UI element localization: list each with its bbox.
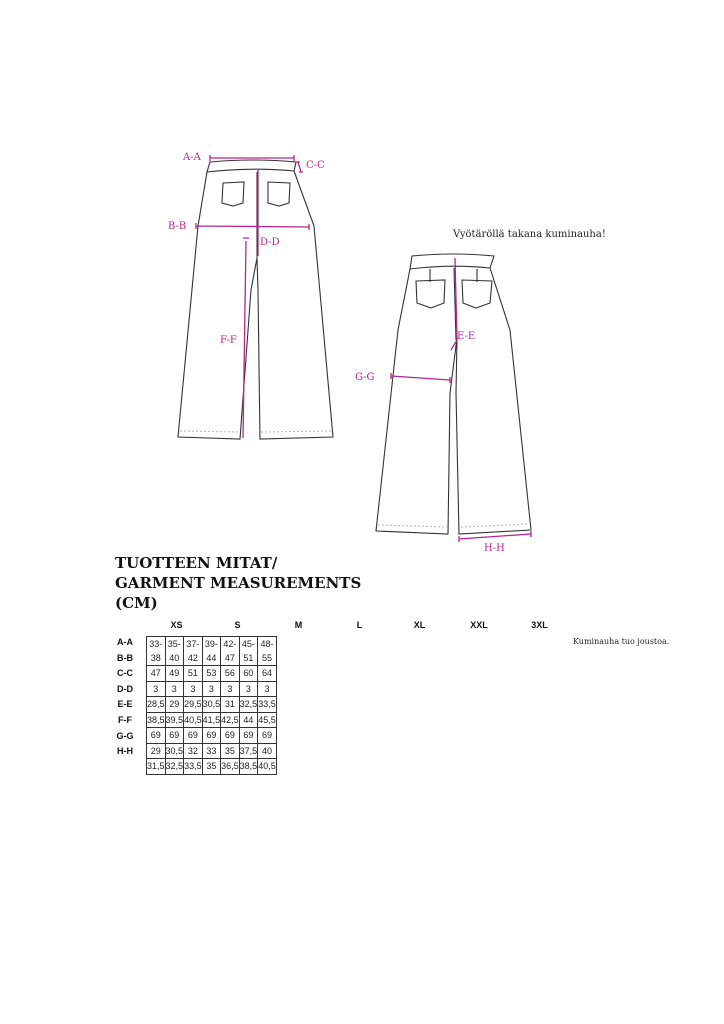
table-cell: 69 [239, 728, 258, 744]
table-cell: 32 [184, 743, 203, 759]
table-cell: 56 [221, 666, 240, 682]
table-cell: 40,5 [184, 712, 203, 728]
table-cell: 29 [147, 743, 166, 759]
table-cell: 3 [221, 681, 240, 697]
table-cell: 69 [184, 728, 203, 744]
row-label: H-H [117, 746, 133, 757]
label-a-a: A-A [183, 152, 201, 163]
table-cell: 3 [258, 681, 277, 697]
table-cell: 45,5 [258, 712, 277, 728]
table-row [147, 712, 277, 728]
table-row [147, 637, 277, 666]
label-b-b: B-B [168, 221, 187, 232]
size-header-m: M [294, 620, 303, 630]
table-cell: 69 [165, 728, 184, 744]
table-cell: 60 [239, 666, 258, 682]
label-h-h: H-H [484, 543, 505, 554]
table-cell: 64 [258, 666, 277, 682]
size-header-xl: XL [413, 620, 426, 630]
table-row [147, 759, 277, 775]
row-label: G-G [116, 730, 134, 741]
back-pants-drawing [376, 254, 531, 534]
table-cell: 3 [184, 681, 203, 697]
table-cell: 29 [165, 697, 184, 713]
table-cell: 32,5 [239, 697, 258, 713]
table-cell: 41,5 [202, 712, 221, 728]
elastic-note: Kuminauha tuo joustoa. [573, 637, 670, 646]
table-cell: 3 [165, 681, 184, 697]
table-cell: 33,5 [184, 759, 203, 775]
size-header-3xl: 3XL [531, 620, 548, 630]
table-cell: 39,5 [165, 712, 184, 728]
table-cell: 35-40 [165, 637, 184, 666]
table-cell: 53 [202, 666, 221, 682]
table-cell: 42,5 [221, 712, 240, 728]
heading-line-1: TUOTTEEN MITAT/ [115, 554, 278, 572]
table-cell: 35 [221, 743, 240, 759]
label-c-c: C-C [306, 160, 325, 171]
table-cell: 35 [202, 759, 221, 775]
table-cell: 40 [258, 743, 277, 759]
table-cell: 69 [147, 728, 166, 744]
table-cell: 37,5 [239, 743, 258, 759]
table-cell: 3 [202, 681, 221, 697]
heading-line-2: GARMENT MEASUREMENTS [115, 574, 362, 592]
label-e-e: E-E [457, 331, 476, 342]
table-cell: 3 [239, 681, 258, 697]
row-label: C-C [117, 668, 133, 679]
row-label: E-E [117, 699, 133, 710]
table-row [147, 697, 277, 713]
table-cell: 33-38 [147, 637, 166, 666]
waistband-note: Vyötäröllä takana kuminauha! [453, 229, 606, 240]
table-cell: 39-44 [202, 637, 221, 666]
row-label: F-F [118, 715, 132, 725]
size-header-xs: XS [170, 620, 183, 630]
table-cell: 69 [258, 728, 277, 744]
table-cell: 29,5 [184, 697, 203, 713]
table-cell: 37-42 [184, 637, 203, 666]
size-header-xxl: XXL [470, 620, 488, 630]
label-d-d: D-D [260, 237, 280, 248]
table-cell: 30,5 [202, 697, 221, 713]
label-g-g: G-G [355, 372, 375, 383]
table-cell: 36,5 [221, 759, 240, 775]
measurements-grid [146, 636, 277, 775]
size-header-s: S [234, 620, 241, 630]
table-cell: 31 [221, 697, 240, 713]
back-measure-lines [391, 258, 531, 542]
table-cell: 38,5 [239, 759, 258, 775]
row-label: B-B [117, 652, 133, 663]
table-cell: 69 [202, 728, 221, 744]
table-cell: 69 [221, 728, 240, 744]
table-cell: 32,5 [165, 759, 184, 775]
heading-line-3: (CM) [115, 594, 158, 612]
table-cell: 33,5 [258, 697, 277, 713]
table-cell: 47 [147, 666, 166, 682]
measurements-heading [115, 553, 361, 613]
front-measure-lines [196, 155, 309, 438]
table-cell: 48-55 [258, 637, 277, 666]
table-cell: 31,5 [147, 759, 166, 775]
front-pants-drawing [178, 160, 333, 439]
table-cell: 3 [147, 681, 166, 697]
table-cell: 30,5 [165, 743, 184, 759]
size-header-l: L [356, 620, 363, 630]
table-row [147, 743, 277, 759]
table-cell: 51 [184, 666, 203, 682]
table-row [147, 666, 277, 682]
table-cell: 33 [202, 743, 221, 759]
table-cell: 38,5 [147, 712, 166, 728]
table-cell: 28,5 [147, 697, 166, 713]
table-cell: 45-51 [239, 637, 258, 666]
label-f-f: F-F [220, 335, 237, 346]
row-label: D-D [117, 683, 133, 694]
row-label: A-A [117, 637, 133, 647]
table-cell: 42-47 [221, 637, 240, 666]
table-row [147, 728, 277, 744]
table-row [147, 681, 277, 697]
table-cell: 40,5 [258, 759, 277, 775]
table-cell: 44 [239, 712, 258, 728]
table-cell: 49 [165, 666, 184, 682]
